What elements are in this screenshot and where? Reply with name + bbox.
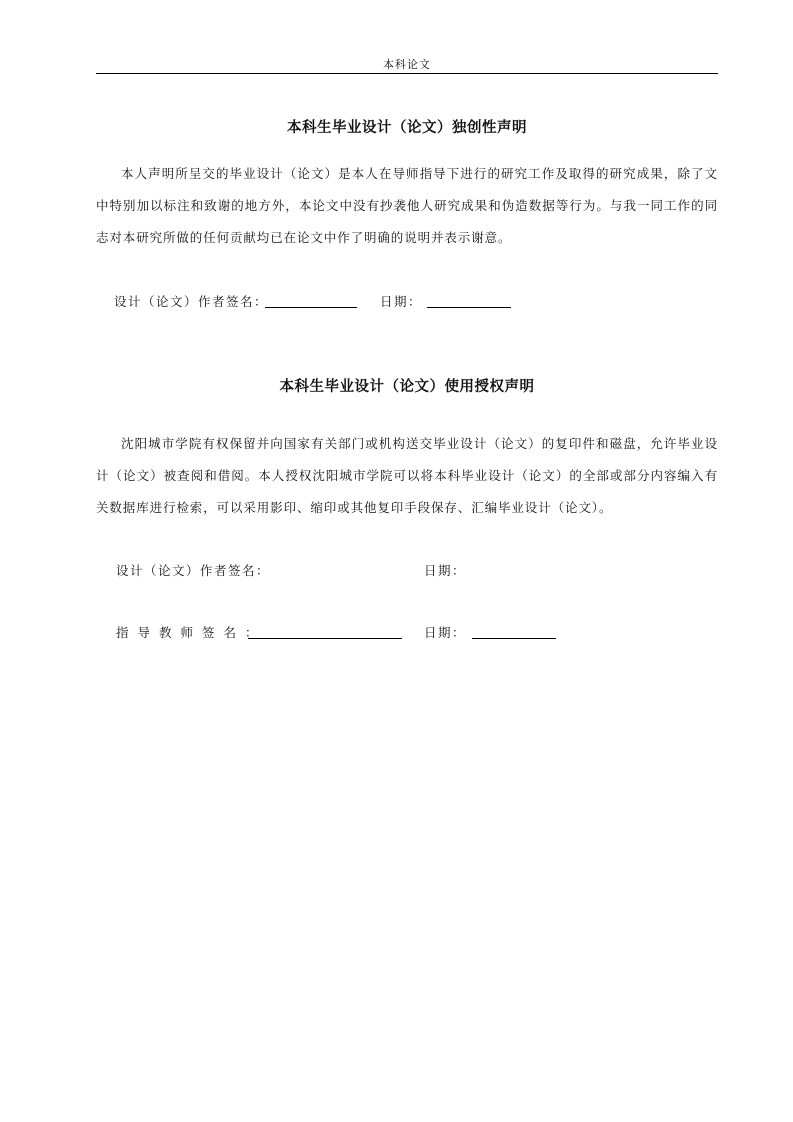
authorization-author-date-label: 日期： — [424, 563, 467, 578]
authorization-statement-body: 沈阳城市学院有权保留并向国家有关部门或机构送交毕业设计（论文）的复印件和磁盘，允许毕业设计（论文）被查阅和借阅。本人授权沈阳城市学院可以将本科毕业设计（论文）的全部或部分内容编入有关数据库进行检索，可以采用影印、缩印或其他复印手段保存、汇编毕业设计（论文）。 — [96, 436, 718, 515]
declaration-author-signature-line[interactable] — [265, 307, 357, 308]
declaration-date-line[interactable] — [427, 307, 511, 308]
advisor-date-label: 日期： — [424, 625, 467, 640]
authorization-statement-title: 本科生毕业设计（论文）使用授权声明 — [279, 379, 535, 395]
advisor-date-line[interactable] — [472, 638, 556, 639]
authorization-author-signature-label: 设计（论文）作者签名： — [116, 563, 271, 578]
declaration-author-signature-label: 设计（论文）作者签名： — [114, 294, 269, 309]
page-header-title: 本科论文 — [383, 58, 431, 71]
originality-declaration-title: 本科生毕业设计（论文）独创性声明 — [287, 120, 527, 136]
originality-declaration-body: 本人声明所呈交的毕业设计（论文）是本人在导师指导下进行的研究工作及取得的研究成果，除了文中特别加以标注和致谢的地方外，本论文中没有抄袭他人研究成果和伪造数据等行为。与我一同工作的同志对本研究所做的任何贡献均已在论文中作了明确的说明并表示谢意。 — [96, 166, 718, 245]
declaration-date-label: 日期： — [380, 294, 423, 309]
advisor-signature-label: 指导教师签名： — [116, 625, 267, 640]
header-divider — [96, 73, 718, 74]
advisor-signature-line[interactable] — [248, 638, 402, 639]
